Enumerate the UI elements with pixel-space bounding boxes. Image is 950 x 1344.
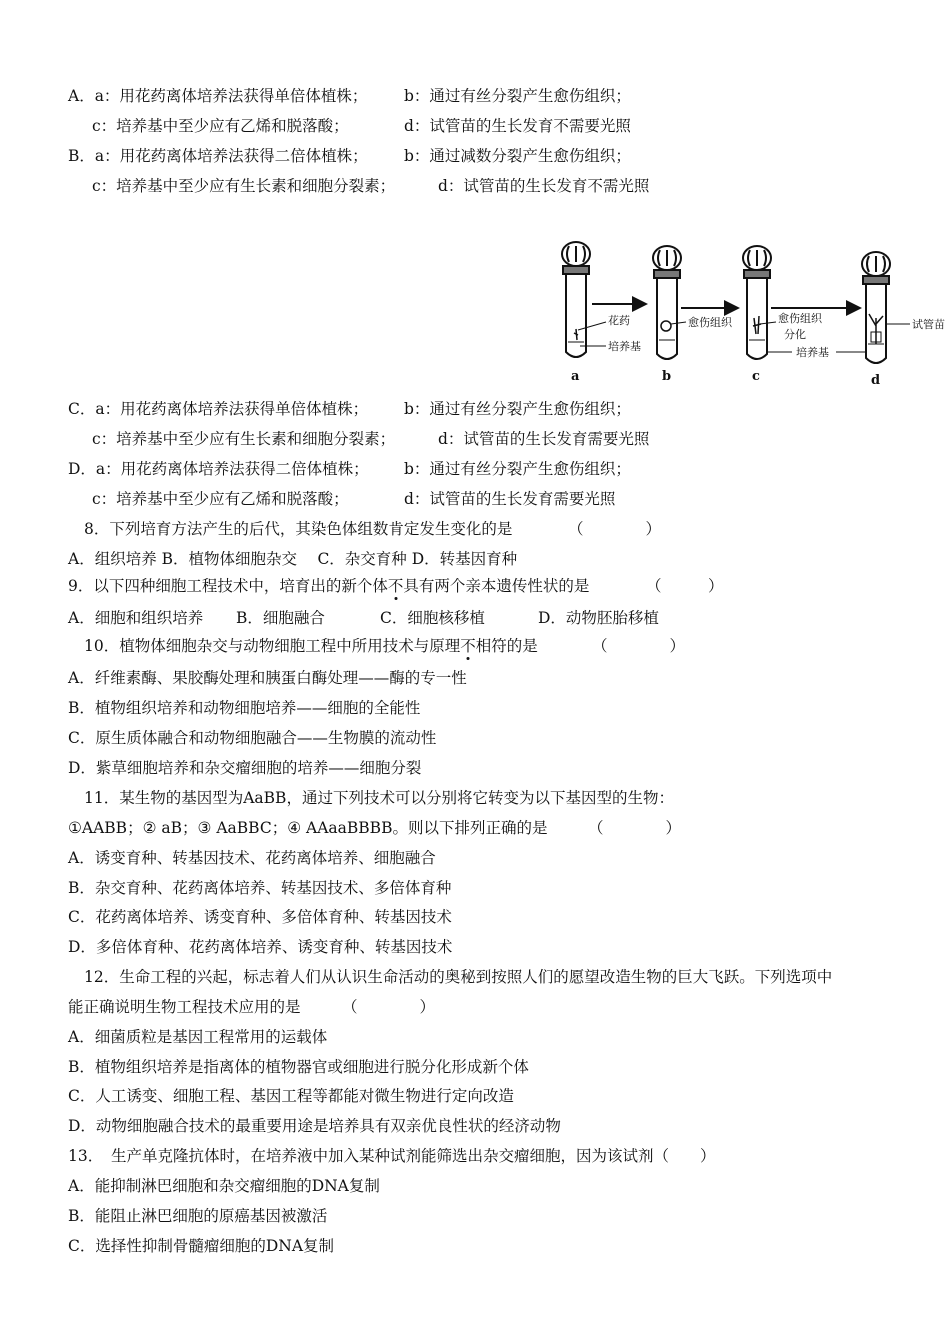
q9-answer-paren: （ ） (646, 577, 724, 595)
q7-option-c-part-c: c：培养基中至少应有生长素和细胞分裂素； (92, 430, 396, 448)
test-tube-c (743, 246, 771, 359)
q11-answer-paren: （ ） (588, 819, 682, 837)
q12-option-b: B．植物组织培养是指离体的植物器官或细胞进行脱分化形成新个体 (68, 1058, 529, 1076)
q7-option-a-part-b: b：通过有丝分裂产生愈伤组织； (404, 87, 631, 105)
tube-letter-d: d (871, 373, 881, 386)
q9-option-b: B．细胞融合 (236, 609, 325, 627)
q12-stem-line1: 12．生命工程的兴起，标志着人们从认识生命活动的奥秘到按照人们的愿望改造生物的巨大飞跃。下列选项中 (84, 968, 833, 986)
q7-option-b-part-b: b：通过减数分裂产生愈伤组织； (404, 147, 631, 165)
q7-option-b-part-d: d：试管苗的生长发育不需光照 (438, 177, 650, 195)
test-tube-a (562, 242, 590, 357)
q7-option-a-part-c: c：培养基中至少应有乙烯和脱落酸； (92, 117, 349, 135)
q10-option-c: C．原生质体融合和动物细胞融合——生物膜的流动性 (68, 729, 437, 747)
tube-letter-c: c (752, 369, 760, 384)
q9-option-c: C．细胞核移植 (380, 609, 485, 627)
q7-option-b-part-a: B．a：用花药离体培养法获得二倍体植株； (68, 147, 368, 165)
test-tube-d (862, 252, 890, 363)
q9-option-a: A．细胞和组织培养 (68, 609, 204, 627)
q10-stem (84, 636, 538, 656)
q7-option-c-part-d: d：试管苗的生长发育需要光照 (438, 430, 650, 448)
label-callus: 愈伤组织 (688, 316, 732, 329)
tube-letter-b: b (662, 369, 672, 384)
q11-stem-line2: ①AABB；② aB；③ AaBBC；④ AAaaBBBB。则以下排列正确的是 (68, 819, 548, 837)
q9-option-d: D．动物胚胎移植 (538, 609, 659, 627)
q7-option-d-part-d: d：试管苗的生长发育需要光照 (404, 490, 616, 508)
label-medium: 培养基 (608, 340, 641, 353)
q13-option-a: A．能抑制淋巴细胞和杂交瘤细胞的DNA复制 (68, 1177, 380, 1195)
label-medium-2: 培养基 (796, 346, 829, 359)
q11-option-d: D．多倍体育种、花药离体培养、诱变育种、转基因技术 (68, 938, 453, 956)
q10-option-b: B．植物组织培养和动物细胞培养——细胞的全能性 (68, 699, 421, 717)
anther-culture-figure (546, 234, 950, 386)
q9-stem (68, 576, 589, 596)
q10-answer-paren: （ ） (592, 637, 686, 655)
q7-option-d-part-a: D．a：用花药离体培养法获得二倍体植株； (68, 460, 369, 478)
q12-option-d: D．动物细胞融合技术的最重要用途是培养具有双亲优良性状的经济动物 (68, 1117, 561, 1135)
tube-letter-a: a (571, 369, 580, 384)
q7-option-a-part-d: d：试管苗的生长发育不需要光照 (404, 117, 631, 135)
q13-option-c: C．选择性抑制骨髓瘤细胞的DNA复制 (68, 1237, 335, 1255)
q12-option-c: C．人工诱变、细胞工程、基因工程等都能对微生物进行定向改造 (68, 1087, 514, 1105)
q7-option-d-part-c: c：培养基中至少应有乙烯和脱落酸； (92, 490, 349, 508)
q10-option-a: A．纤维素酶、果胶酶处理和胰蛋白酶处理——酶的专一性 (68, 669, 467, 687)
q11-option-c: C．花药离体培养、诱变育种、多倍体育种、转基因技术 (68, 908, 452, 926)
q8-options: A．组织培养 B．植物体细胞杂交 C．杂交育种 D．转基因育种 (68, 550, 518, 568)
q12-stem-line2: 能正确说明生物工程技术应用的是 (68, 998, 301, 1016)
q8-answer-paren: （ ） (568, 520, 662, 538)
q7-option-c-part-a: C．a：用花药离体培养法获得单倍体植株； (68, 400, 369, 418)
q13-stem: 13． 生产单克隆抗体时，在培养液中加入某种试剂能筛选出杂交瘤细胞，因为该试剂（ ） (68, 1147, 716, 1165)
q9-stem-post: 具有两个亲本遗传性状的是 (403, 577, 590, 595)
q13-option-b: B．能阻止淋巴细胞的原癌基因被激活 (68, 1207, 328, 1225)
label-differentiation-1: 愈伤组织 (778, 312, 822, 325)
label-plantlet: 试管苗 (912, 318, 945, 331)
q7-option-a-part-a: A．a：用花药离体培养法获得单倍体植株； (68, 87, 368, 105)
q11-option-b: B．杂交育种、花药离体培养、转基因技术、多倍体育种 (68, 879, 452, 897)
label-differentiation-2: 分化 (784, 328, 806, 341)
q11-stem-line1: 11．某生物的基因型为AaBB，通过下列技术可以分别将它转变为以下基因型的生物： (84, 789, 674, 807)
q10-option-d: D．紫草细胞培养和杂交瘤细胞的培养——细胞分裂 (68, 759, 422, 777)
q10-stem-post: 相符的是 (475, 637, 538, 655)
q7-option-d-part-b: b：通过有丝分裂产生愈伤组织； (404, 460, 631, 478)
q10-emphasis: 不 (460, 637, 476, 655)
q10-stem-pre: 10．植物体细胞杂交与动物细胞工程中所用技术与原理 (84, 637, 461, 655)
q9-emphasis: 不 (387, 577, 404, 595)
q8-stem: 8．下列培育方法产生的后代，其染色体组数肯定发生变化的是 (84, 520, 513, 538)
test-tube-b (653, 246, 681, 359)
q7-option-b-part-c: c：培养基中至少应有生长素和细胞分裂素； (92, 177, 396, 195)
label-anther: 花药 (608, 314, 630, 327)
q7-option-c-part-b: b：通过有丝分裂产生愈伤组织； (404, 400, 631, 418)
q9-stem-pre: 9．以下四种细胞工程技术中，培育出的新个体 (68, 577, 388, 595)
q12-answer-paren: （ ） (342, 998, 436, 1016)
q11-option-a: A．诱变育种、转基因技术、花药离体培养、细胞融合 (68, 849, 436, 867)
q12-option-a: A．细菌质粒是基因工程常用的运载体 (68, 1028, 328, 1046)
